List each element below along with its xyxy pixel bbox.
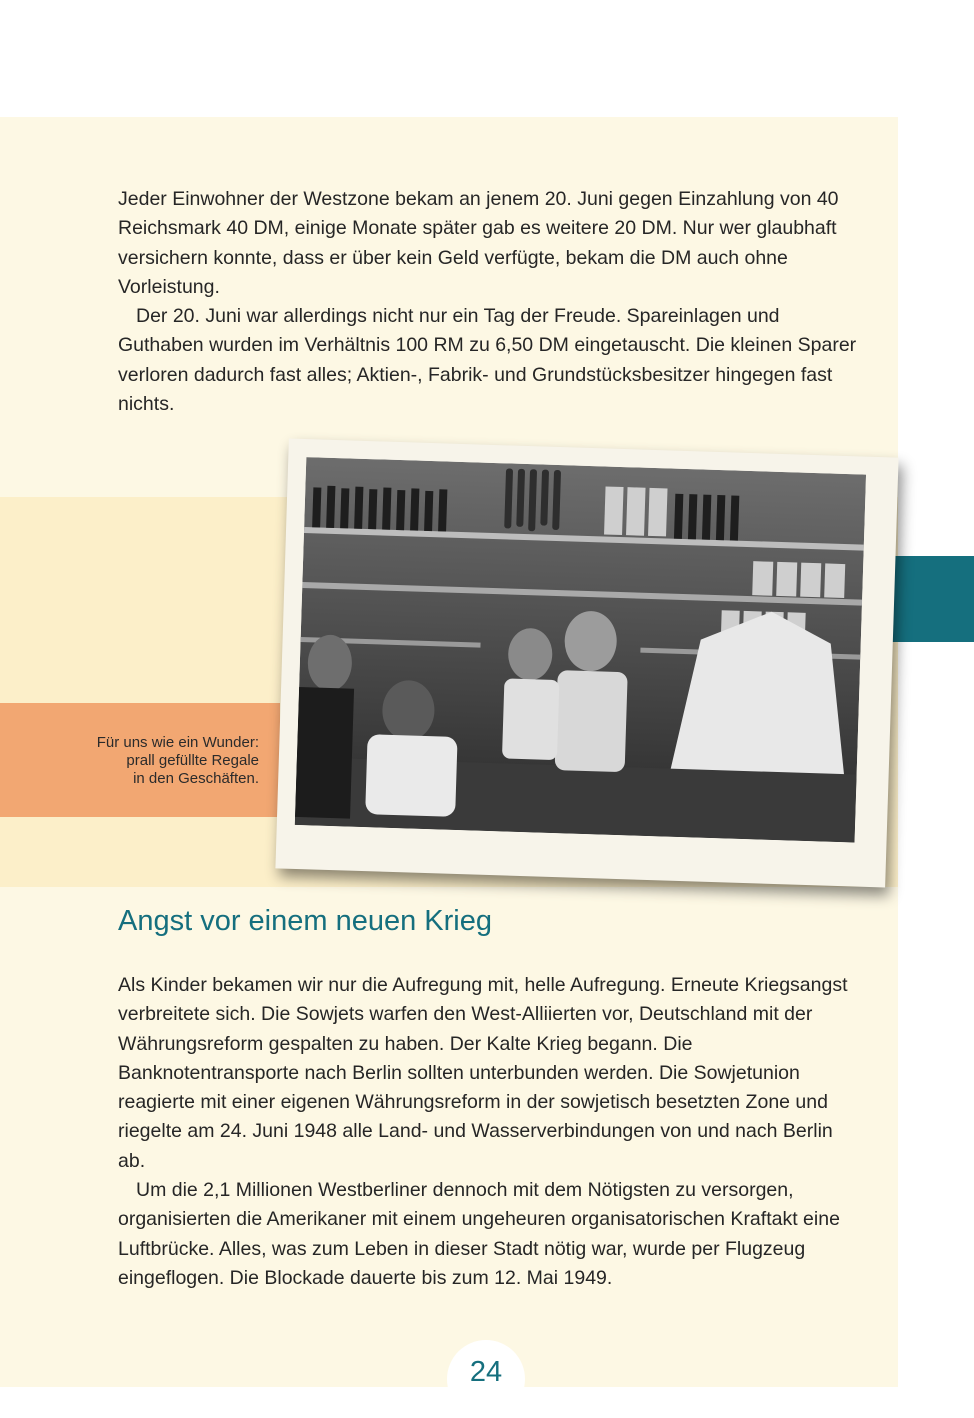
paragraph: Jeder Einwohner der Westzone bekam an jenem 20. Juni gegen Einzahlung von 40 Reichsmark 40 DM, einige Monate später gab es weitere 20 DM. Nur wer glaubhaft versichern konnte, dass er über kein Geld verfügte, bekam die DM auch ohne Vorleistung. (118, 188, 839, 298)
section-heading: Angst vor einem neuen Krieg (118, 905, 492, 937)
shop-photo (295, 457, 866, 842)
page-number: 24 (469, 1356, 503, 1388)
chapter-tab (882, 556, 974, 642)
photo-caption: Für uns wie ein Wunder: prall gefüllte Regale in den Geschäften. (96, 734, 259, 787)
paragraph: Um die 2,1 Millionen Westberliner dennoch mit dem Nötigsten zu versorgen, organisierten die Amerikaner mit einem ungeheuren organisatorischen Kraftakt eine Luftbrücke. Alles, was zum Leben in dieser Stadt nötig war, wurde per Flugzeug eingeflogen. Die Blockade dauerte bis zum 12. Mai 1949. (118, 1179, 840, 1289)
photo-frame (275, 439, 898, 888)
body-text-top (118, 185, 863, 419)
body-text-bottom (118, 971, 863, 1293)
paragraph: Als Kinder bekamen wir nur die Aufregung mit, helle Aufregung. Erneute Kriegsangst verbreitete sich. Die Sowjets warfen den West-Alliierten vor, Deutschland mit der Währungsreform gespalten zu haben. Der Kalte Krieg begann. Die Banknotentransporte nach Berlin sollten unterbunden werden. Die Sowjetunion reagierte mit einer eigenen Währungsreform in der sowjetisch besetzten Zone und riegelte am 24. Juni 1948 alle Land- und Wasserverbindungen von und nach Berlin ab. (118, 974, 848, 1172)
paragraph: Der 20. Juni war allerdings nicht nur ein Tag der Freude. Spareinlagen und Guthaben wurden im Verhältnis 100 RM zu 6,50 DM eingetauscht. Die kleinen Sparer verloren dadurch fast alles; Aktien-, Fabrik- und Grundstücksbesitzer hingegen fast nichts. (118, 305, 857, 416)
